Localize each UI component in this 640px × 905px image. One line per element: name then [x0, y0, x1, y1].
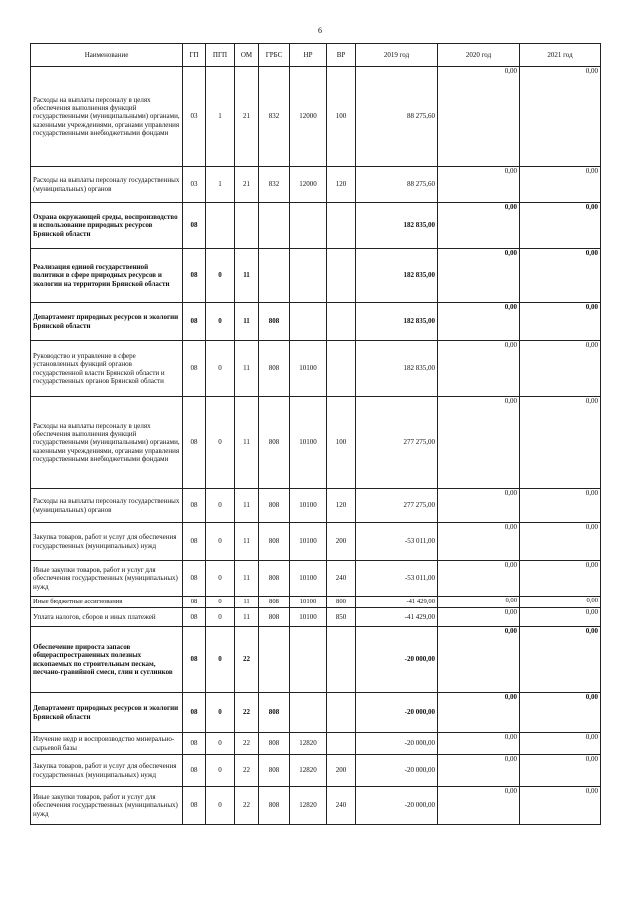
- cell-om: 11: [235, 489, 259, 523]
- cell-om: 21: [235, 67, 259, 167]
- cell-grbs: 808: [259, 397, 290, 489]
- cell-y2021: 0,00: [520, 167, 601, 203]
- header-grbs: ГРБС: [259, 44, 290, 67]
- page-number: 6: [318, 26, 322, 35]
- cell-om: [235, 203, 259, 249]
- cell-grbs: 832: [259, 67, 290, 167]
- cell-nr: [290, 203, 327, 249]
- cell-pgp: 1: [206, 167, 235, 203]
- table-header-row: [31, 44, 601, 67]
- cell-vr: 240: [327, 787, 356, 825]
- cell-grbs: 808: [259, 341, 290, 397]
- cell-y2021: 0,00: [520, 608, 601, 627]
- cell-pgp: 0: [206, 249, 235, 303]
- cell-om: 11: [235, 341, 259, 397]
- table-row: [31, 397, 601, 489]
- cell-om: 11: [235, 249, 259, 303]
- cell-y2021: 0,00: [520, 249, 601, 303]
- cell-grbs: [259, 249, 290, 303]
- header-2021: 2021 год: [520, 44, 601, 67]
- cell-y2020: 0,00: [438, 787, 520, 825]
- cell-gp: 08: [183, 755, 206, 787]
- cell-pgp: 0: [206, 489, 235, 523]
- header-vr: ВР: [327, 44, 356, 67]
- table-row: [31, 597, 601, 608]
- cell-grbs: [259, 627, 290, 693]
- cell-y2019: 277 275,00: [356, 489, 438, 523]
- cell-y2021: 0,00: [520, 733, 601, 755]
- cell-y2020: 0,00: [438, 755, 520, 787]
- cell-pgp: 0: [206, 627, 235, 693]
- header-pgp: ПГП: [206, 44, 235, 67]
- cell-pgp: 0: [206, 608, 235, 627]
- cell-y2019: 88 275,60: [356, 67, 438, 167]
- cell-y2019: -20 000,00: [356, 787, 438, 825]
- cell-y2019: 277 275,00: [356, 397, 438, 489]
- cell-name: Расходы на выплаты персоналу в целях обеспечения выполнения функций государственными (муниципальными) органами, казенными учреждениями, органами управления государственными внебюджетными фондами: [31, 397, 183, 489]
- cell-y2021: 0,00: [520, 67, 601, 167]
- cell-pgp: 0: [206, 693, 235, 733]
- cell-y2019: 182 835,00: [356, 249, 438, 303]
- cell-vr: 120: [327, 167, 356, 203]
- cell-name: Департамент природных ресурсов и экологии Брянской области: [31, 693, 183, 733]
- cell-y2020: 0,00: [438, 608, 520, 627]
- cell-vr: 240: [327, 561, 356, 597]
- cell-y2021: 0,00: [520, 693, 601, 733]
- cell-y2019: -20 000,00: [356, 693, 438, 733]
- header-om: ОМ: [235, 44, 259, 67]
- cell-vr: [327, 303, 356, 341]
- cell-grbs: 808: [259, 597, 290, 608]
- cell-y2019: -53 011,00: [356, 523, 438, 561]
- cell-name: Иные бюджетные ассигнования: [31, 597, 183, 608]
- cell-grbs: 832: [259, 167, 290, 203]
- cell-grbs: 808: [259, 489, 290, 523]
- cell-om: 11: [235, 561, 259, 597]
- cell-nr: [290, 693, 327, 733]
- header-gp: ГП: [183, 44, 206, 67]
- cell-vr: [327, 733, 356, 755]
- cell-name: Изучение недр и воспроизводство минерально-сырьевой базы: [31, 733, 183, 755]
- cell-pgp: 1: [206, 67, 235, 167]
- cell-y2020: 0,00: [438, 67, 520, 167]
- cell-nr: 12820: [290, 787, 327, 825]
- cell-name: Реализация единой государственной политики в сфере природных ресурсов и экологии на территории Брянской области: [31, 249, 183, 303]
- cell-y2020: 0,00: [438, 341, 520, 397]
- table-row: [31, 523, 601, 561]
- cell-gp: 08: [183, 787, 206, 825]
- cell-om: 11: [235, 303, 259, 341]
- cell-gp: 08: [183, 627, 206, 693]
- cell-pgp: 0: [206, 523, 235, 561]
- cell-name: Руководство и управление в сфере установленных функций органов государственной власти Брянской области и государственных органов Брянской области: [31, 341, 183, 397]
- cell-y2019: -41 429,00: [356, 608, 438, 627]
- cell-y2019: 182 835,00: [356, 303, 438, 341]
- cell-vr: [327, 341, 356, 397]
- cell-y2021: 0,00: [520, 755, 601, 787]
- cell-y2020: 0,00: [438, 523, 520, 561]
- cell-nr: 12000: [290, 167, 327, 203]
- cell-y2021: 0,00: [520, 627, 601, 693]
- cell-vr: 800: [327, 597, 356, 608]
- cell-name: Обеспечение прироста запасов общераспространенных полезных ископаемых по строительным пескам, песчано-гравийной смеси, глин и суглинков: [31, 627, 183, 693]
- header-2020: 2020 год: [438, 44, 520, 67]
- cell-gp: 08: [183, 303, 206, 341]
- cell-grbs: 808: [259, 608, 290, 627]
- cell-y2019: 182 835,00: [356, 203, 438, 249]
- cell-vr: 100: [327, 397, 356, 489]
- cell-pgp: [206, 203, 235, 249]
- cell-y2019: -20 000,00: [356, 733, 438, 755]
- cell-y2021: 0,00: [520, 397, 601, 489]
- cell-grbs: 808: [259, 787, 290, 825]
- cell-pgp: 0: [206, 341, 235, 397]
- cell-vr: 120: [327, 489, 356, 523]
- cell-y2021: 0,00: [520, 787, 601, 825]
- cell-grbs: 808: [259, 303, 290, 341]
- cell-pgp: 0: [206, 597, 235, 608]
- header-nr: НР: [290, 44, 327, 67]
- table-row: [31, 561, 601, 597]
- cell-y2020: 0,00: [438, 733, 520, 755]
- table-row: [31, 203, 601, 249]
- cell-gp: 03: [183, 167, 206, 203]
- cell-name: Расходы на выплаты персоналу государственных (муниципальных) органов: [31, 167, 183, 203]
- cell-y2021: 0,00: [520, 523, 601, 561]
- cell-y2019: 88 275,60: [356, 167, 438, 203]
- cell-om: 22: [235, 627, 259, 693]
- cell-gp: 08: [183, 561, 206, 597]
- cell-gp: 08: [183, 523, 206, 561]
- cell-y2019: -20 000,00: [356, 627, 438, 693]
- cell-nr: 10100: [290, 523, 327, 561]
- table-row: [31, 627, 601, 693]
- cell-vr: 850: [327, 608, 356, 627]
- cell-gp: 08: [183, 693, 206, 733]
- cell-y2020: 0,00: [438, 489, 520, 523]
- cell-name: Иные закупки товаров, работ и услуг для обеспечения государственных (муниципальных) нужд: [31, 787, 183, 825]
- cell-gp: 03: [183, 67, 206, 167]
- cell-y2020: 0,00: [438, 167, 520, 203]
- cell-y2020: 0,00: [438, 249, 520, 303]
- cell-name: Уплата налогов, сборов и иных платежей: [31, 608, 183, 627]
- cell-y2021: 0,00: [520, 597, 601, 608]
- cell-vr: 100: [327, 67, 356, 167]
- cell-gp: 08: [183, 249, 206, 303]
- table-row: [31, 67, 601, 167]
- cell-grbs: 808: [259, 755, 290, 787]
- table-row: [31, 733, 601, 755]
- cell-nr: [290, 249, 327, 303]
- cell-om: 11: [235, 523, 259, 561]
- cell-vr: 200: [327, 755, 356, 787]
- cell-vr: [327, 693, 356, 733]
- cell-grbs: 808: [259, 561, 290, 597]
- cell-y2020: 0,00: [438, 303, 520, 341]
- cell-vr: [327, 627, 356, 693]
- cell-gp: 08: [183, 597, 206, 608]
- header-name: Наименование: [31, 44, 183, 67]
- cell-om: 11: [235, 608, 259, 627]
- table-row: [31, 249, 601, 303]
- cell-grbs: 808: [259, 693, 290, 733]
- cell-name: Департамент природных ресурсов и экологии Брянской области: [31, 303, 183, 341]
- cell-om: 11: [235, 397, 259, 489]
- cell-grbs: [259, 203, 290, 249]
- cell-y2020: 0,00: [438, 693, 520, 733]
- cell-nr: 12820: [290, 733, 327, 755]
- cell-gp: 08: [183, 489, 206, 523]
- cell-nr: 10100: [290, 597, 327, 608]
- cell-name: Иные закупки товаров, работ и услуг для обеспечения государственных (муниципальных) нужд: [31, 561, 183, 597]
- cell-name: Охрана окружающей среды, воспроизводство и использование природных ресурсов Брянской области: [31, 203, 183, 249]
- table-row: [31, 693, 601, 733]
- cell-grbs: 808: [259, 733, 290, 755]
- cell-y2021: 0,00: [520, 489, 601, 523]
- cell-y2021: 0,00: [520, 303, 601, 341]
- cell-nr: 10100: [290, 608, 327, 627]
- cell-nr: 10100: [290, 341, 327, 397]
- cell-y2021: 0,00: [520, 341, 601, 397]
- table-row: [31, 303, 601, 341]
- cell-nr: 10100: [290, 489, 327, 523]
- cell-y2020: 0,00: [438, 203, 520, 249]
- table-row: [31, 608, 601, 627]
- table-row: [31, 167, 601, 203]
- cell-y2020: 0,00: [438, 627, 520, 693]
- cell-y2019: -41 429,00: [356, 597, 438, 608]
- cell-pgp: 0: [206, 787, 235, 825]
- cell-pgp: 0: [206, 397, 235, 489]
- cell-nr: [290, 627, 327, 693]
- cell-om: 11: [235, 597, 259, 608]
- cell-name: Расходы на выплаты персоналу государственных (муниципальных) органов: [31, 489, 183, 523]
- cell-om: 22: [235, 755, 259, 787]
- cell-nr: 10100: [290, 397, 327, 489]
- budget-table: [30, 43, 601, 825]
- table-row: [31, 489, 601, 523]
- cell-gp: 08: [183, 341, 206, 397]
- cell-y2019: -53 011,00: [356, 561, 438, 597]
- cell-pgp: 0: [206, 733, 235, 755]
- cell-gp: 08: [183, 608, 206, 627]
- cell-grbs: 808: [259, 523, 290, 561]
- cell-vr: 200: [327, 523, 356, 561]
- table-row: [31, 755, 601, 787]
- cell-y2021: 0,00: [520, 561, 601, 597]
- cell-om: 22: [235, 787, 259, 825]
- cell-gp: 08: [183, 733, 206, 755]
- cell-y2019: -20 000,00: [356, 755, 438, 787]
- cell-name: Закупка товаров, работ и услуг для обеспечения государственных (муниципальных) нужд: [31, 523, 183, 561]
- cell-nr: [290, 303, 327, 341]
- cell-om: 22: [235, 733, 259, 755]
- cell-y2019: 182 835,00: [356, 341, 438, 397]
- cell-gp: 08: [183, 203, 206, 249]
- cell-vr: [327, 203, 356, 249]
- cell-name: Расходы на выплаты персоналу в целях обеспечения выполнения функций государственными (муниципальными) органами, казенными учреждениями, органами управления государственными внебюджетными фондами: [31, 67, 183, 167]
- cell-nr: 12820: [290, 755, 327, 787]
- cell-name: Закупка товаров, работ и услуг для обеспечения государственных (муниципальных) нужд: [31, 755, 183, 787]
- table-row: [31, 341, 601, 397]
- cell-y2020: 0,00: [438, 397, 520, 489]
- cell-om: 21: [235, 167, 259, 203]
- table-row: [31, 787, 601, 825]
- cell-nr: 10100: [290, 561, 327, 597]
- cell-nr: 12000: [290, 67, 327, 167]
- cell-pgp: 0: [206, 303, 235, 341]
- cell-y2020: 0,00: [438, 561, 520, 597]
- cell-pgp: 0: [206, 755, 235, 787]
- cell-y2020: 0,00: [438, 597, 520, 608]
- cell-pgp: 0: [206, 561, 235, 597]
- cell-gp: 08: [183, 397, 206, 489]
- cell-y2021: 0,00: [520, 203, 601, 249]
- cell-om: 22: [235, 693, 259, 733]
- cell-vr: [327, 249, 356, 303]
- header-2019: 2019 год: [356, 44, 438, 67]
